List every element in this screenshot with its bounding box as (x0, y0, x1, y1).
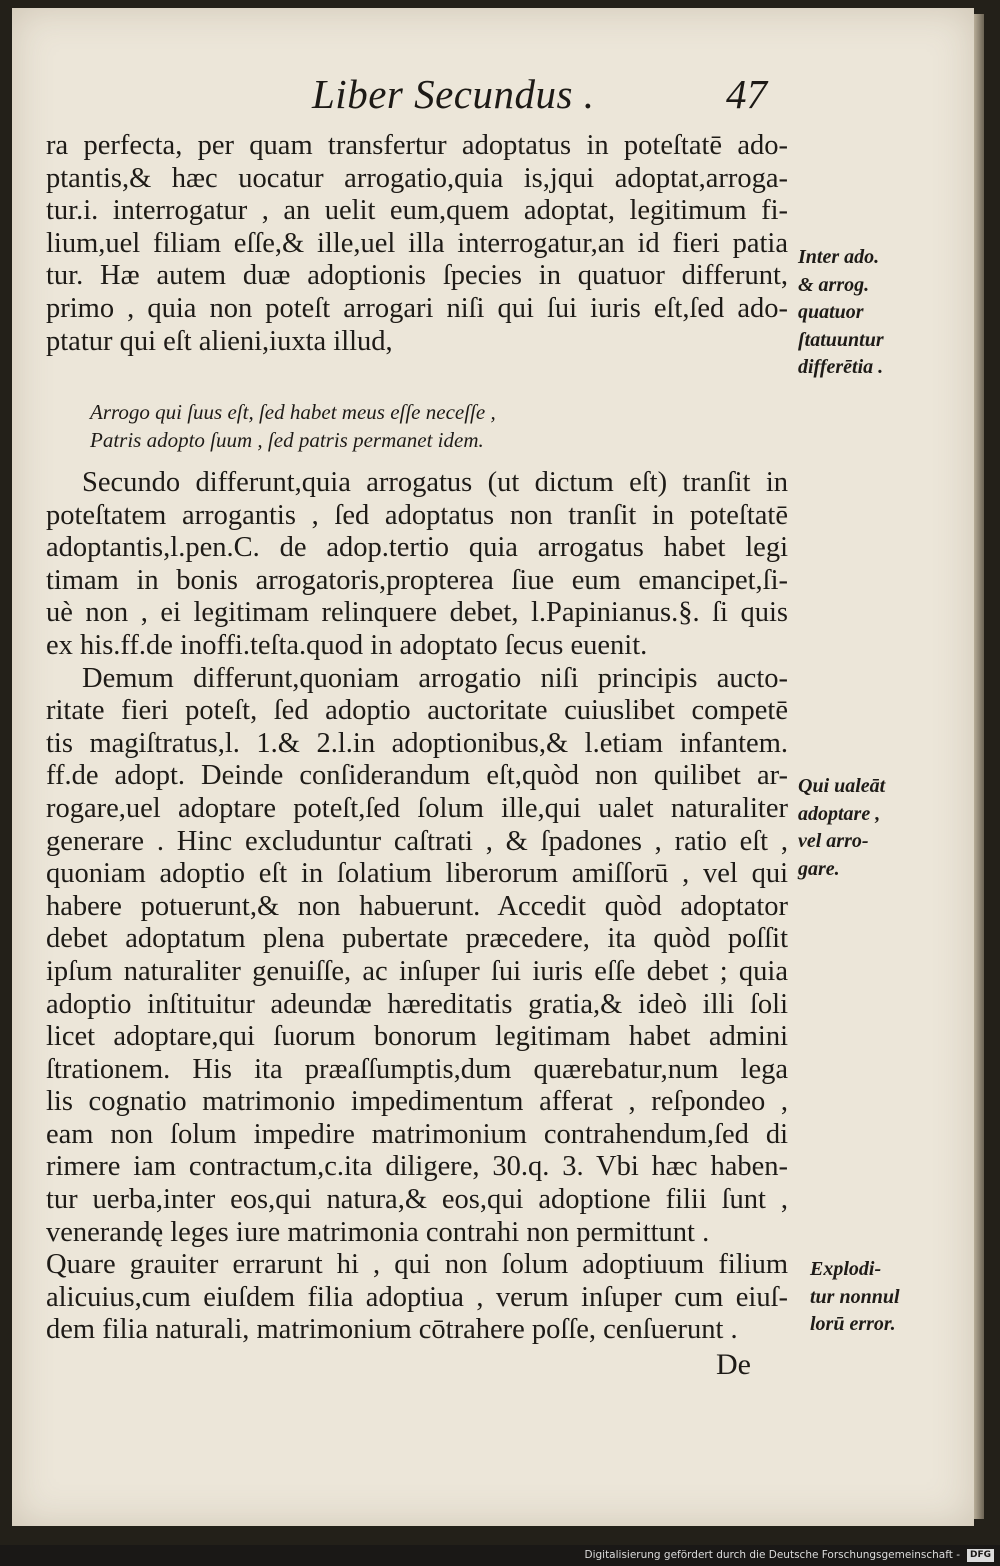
text-line: lium,uel filiam eſſe,& ille,uel illa interrogatur,an id fieri patia (46, 227, 788, 259)
margin-note-line: tur nonnul (810, 1285, 900, 1308)
text-line: primo , quia non poteſt arrogari niſi qui ſui iuris eſt,ſed ado- (46, 292, 788, 324)
margin-note-line: vel arro- (798, 830, 869, 852)
text-line: ptatur qui eſt alieni,iuxta illud, (46, 325, 393, 357)
margin-note-line: Explodi- (810, 1258, 882, 1280)
margin-note-line: adoptare , (798, 802, 881, 825)
text-line: eam non ſolum impedire matrimonium contrahendum,ſed di (46, 1118, 788, 1150)
text-line: quoniam adoptio eſt in ſolatium liberorum amiſſorū , vel qui (46, 858, 788, 890)
verse-line: Patris adopto ſuum , ſed patris permanet idem. (90, 428, 484, 452)
text-line: ra perfecta, per quam transfertur adoptatus in poteſtatē ado- (46, 130, 788, 161)
margin-note-line: lorū error. (810, 1313, 896, 1335)
running-head-title: Liber Secundus . (312, 71, 595, 117)
text-line: Secundo differunt,quia arrogatus (ut dictum eſt) tranſit in (82, 467, 788, 498)
text-line: ritate fieri poteſt, ſed adoptio auctoritate cuiuslibet competē (46, 695, 788, 727)
text-line: ipſum naturaliter genuiſſe, ac inſuper ſui iuris eſſe debet ; quia (46, 955, 788, 987)
text-line: ſtrationem. His ita præaſſumptis,dum quærebatur,num lega (46, 1053, 788, 1085)
text-line: Demum differunt,quoniam arrogatio niſi principis aucto- (82, 662, 788, 694)
text-line: tur.i. interrogatur , an uelit eum,quem adoptat, legitimum fi- (46, 195, 788, 227)
text-line: adoptantis,l.pen.C. de adop.tertio quia arrogatus habet legi (46, 532, 788, 564)
text-line: debet adoptatum plena pubertate præcedere, ita quòd poſſit (46, 923, 788, 955)
verse-quotation (90, 398, 496, 454)
main-text-block-2 (46, 467, 788, 1347)
margin-note-line: & arrog. (798, 273, 870, 296)
text-line: ex his.ff.de inoffi.teſta.quod in adoptato ſecus euenit. (46, 629, 648, 661)
text-line: poteſtatem arrogantis , ſed adoptatus non tranſit in poteſtatē (46, 499, 788, 531)
text-line: lis cognatio matrimonio impedimentum afferat , reſpondeo , (46, 1086, 788, 1118)
text-line: rimere iam contractum,c.ita diligere, 30.q. 3. Vbi hæc haben- (46, 1151, 788, 1183)
text-line: tur uerba,inter eos,qui natura,& eos,qui adoptione filii ſunt , (46, 1184, 788, 1216)
dfg-logo: DFG (967, 1549, 994, 1562)
page-number: 47 (726, 71, 767, 117)
text-line: venerandę leges iure matrimonia contrahi non permittunt . (46, 1216, 710, 1248)
text-line: uè non , ei legitimam relinquere debet, l.Papinianus.§. ſi quis (46, 597, 788, 629)
margin-note-line: Inter ado. (798, 246, 880, 268)
margin-note-arrogation (798, 244, 928, 382)
margin-note-who-may-adopt (798, 773, 928, 883)
text-line: alicuius,cum eiuſdem filia adoptiua , verum inſuper cum eiuſ- (46, 1281, 788, 1313)
margin-note-line: Qui ualeāt (798, 775, 886, 797)
margin-note-line: quatuor (798, 301, 864, 323)
text-line: ff.de adopt. Deinde conſiderandum eſt,quòd non quilibet ar- (46, 760, 788, 792)
margin-note-line: ſtatuuntur (798, 328, 884, 351)
catchword: De (716, 1348, 751, 1381)
digitization-footer (0, 1545, 1000, 1566)
margin-note-line: differētia . (798, 356, 884, 378)
text-line: timam in bonis arrogatoris,propterea ſiue eum emancipet,ſi- (46, 564, 788, 596)
text-line: habere potuerunt,& non habuerunt. Accedit quòd adoptator (46, 890, 788, 922)
footer-credit: Digitalisierung gefördert durch die Deutsche Forschungsgemeinschaft - (584, 1549, 960, 1561)
margin-note-error-refuted (810, 1256, 940, 1339)
text-line: licet adoptare,qui ſuorum bonorum legitimam habet admini (46, 1021, 788, 1053)
text-line: rogare,uel adoptare poteſt,ſed ſolum ille,qui ualet naturaliter (46, 792, 788, 824)
text-line: ptantis,& hæc uocatur arrogatio,quia is,jqui adoptat,arroga- (46, 162, 788, 194)
main-text-block-1 (46, 130, 788, 358)
margin-note-line: gare. (798, 857, 840, 880)
page-edge (974, 14, 984, 1519)
verse-line: Arrogo qui ſuus eſt, ſed habet meus eſſe neceſſe , (90, 400, 496, 424)
text-line: adoptio inſtituitur adeundæ hæreditatis gratia,& ideò illi ſoli (46, 988, 788, 1020)
text-line: tur. Hæ autem duæ adoptionis ſpecies in quatuor differunt, (46, 260, 788, 292)
text-line: tis magiſtratus,l. 1.& 2.l.in adoptionibus,& l.etiam infantem. (46, 727, 788, 759)
text-line: dem filia naturali, matrimonium cōtrahere poſſe, cenſuerunt . (46, 1314, 738, 1346)
text-line: Quare grauiter errarunt hi , qui non ſolum adoptiuum filium (46, 1249, 788, 1281)
text-line: generare . Hinc excluduntur caſtrati , & ſpadones , ratio eſt , (46, 825, 788, 857)
